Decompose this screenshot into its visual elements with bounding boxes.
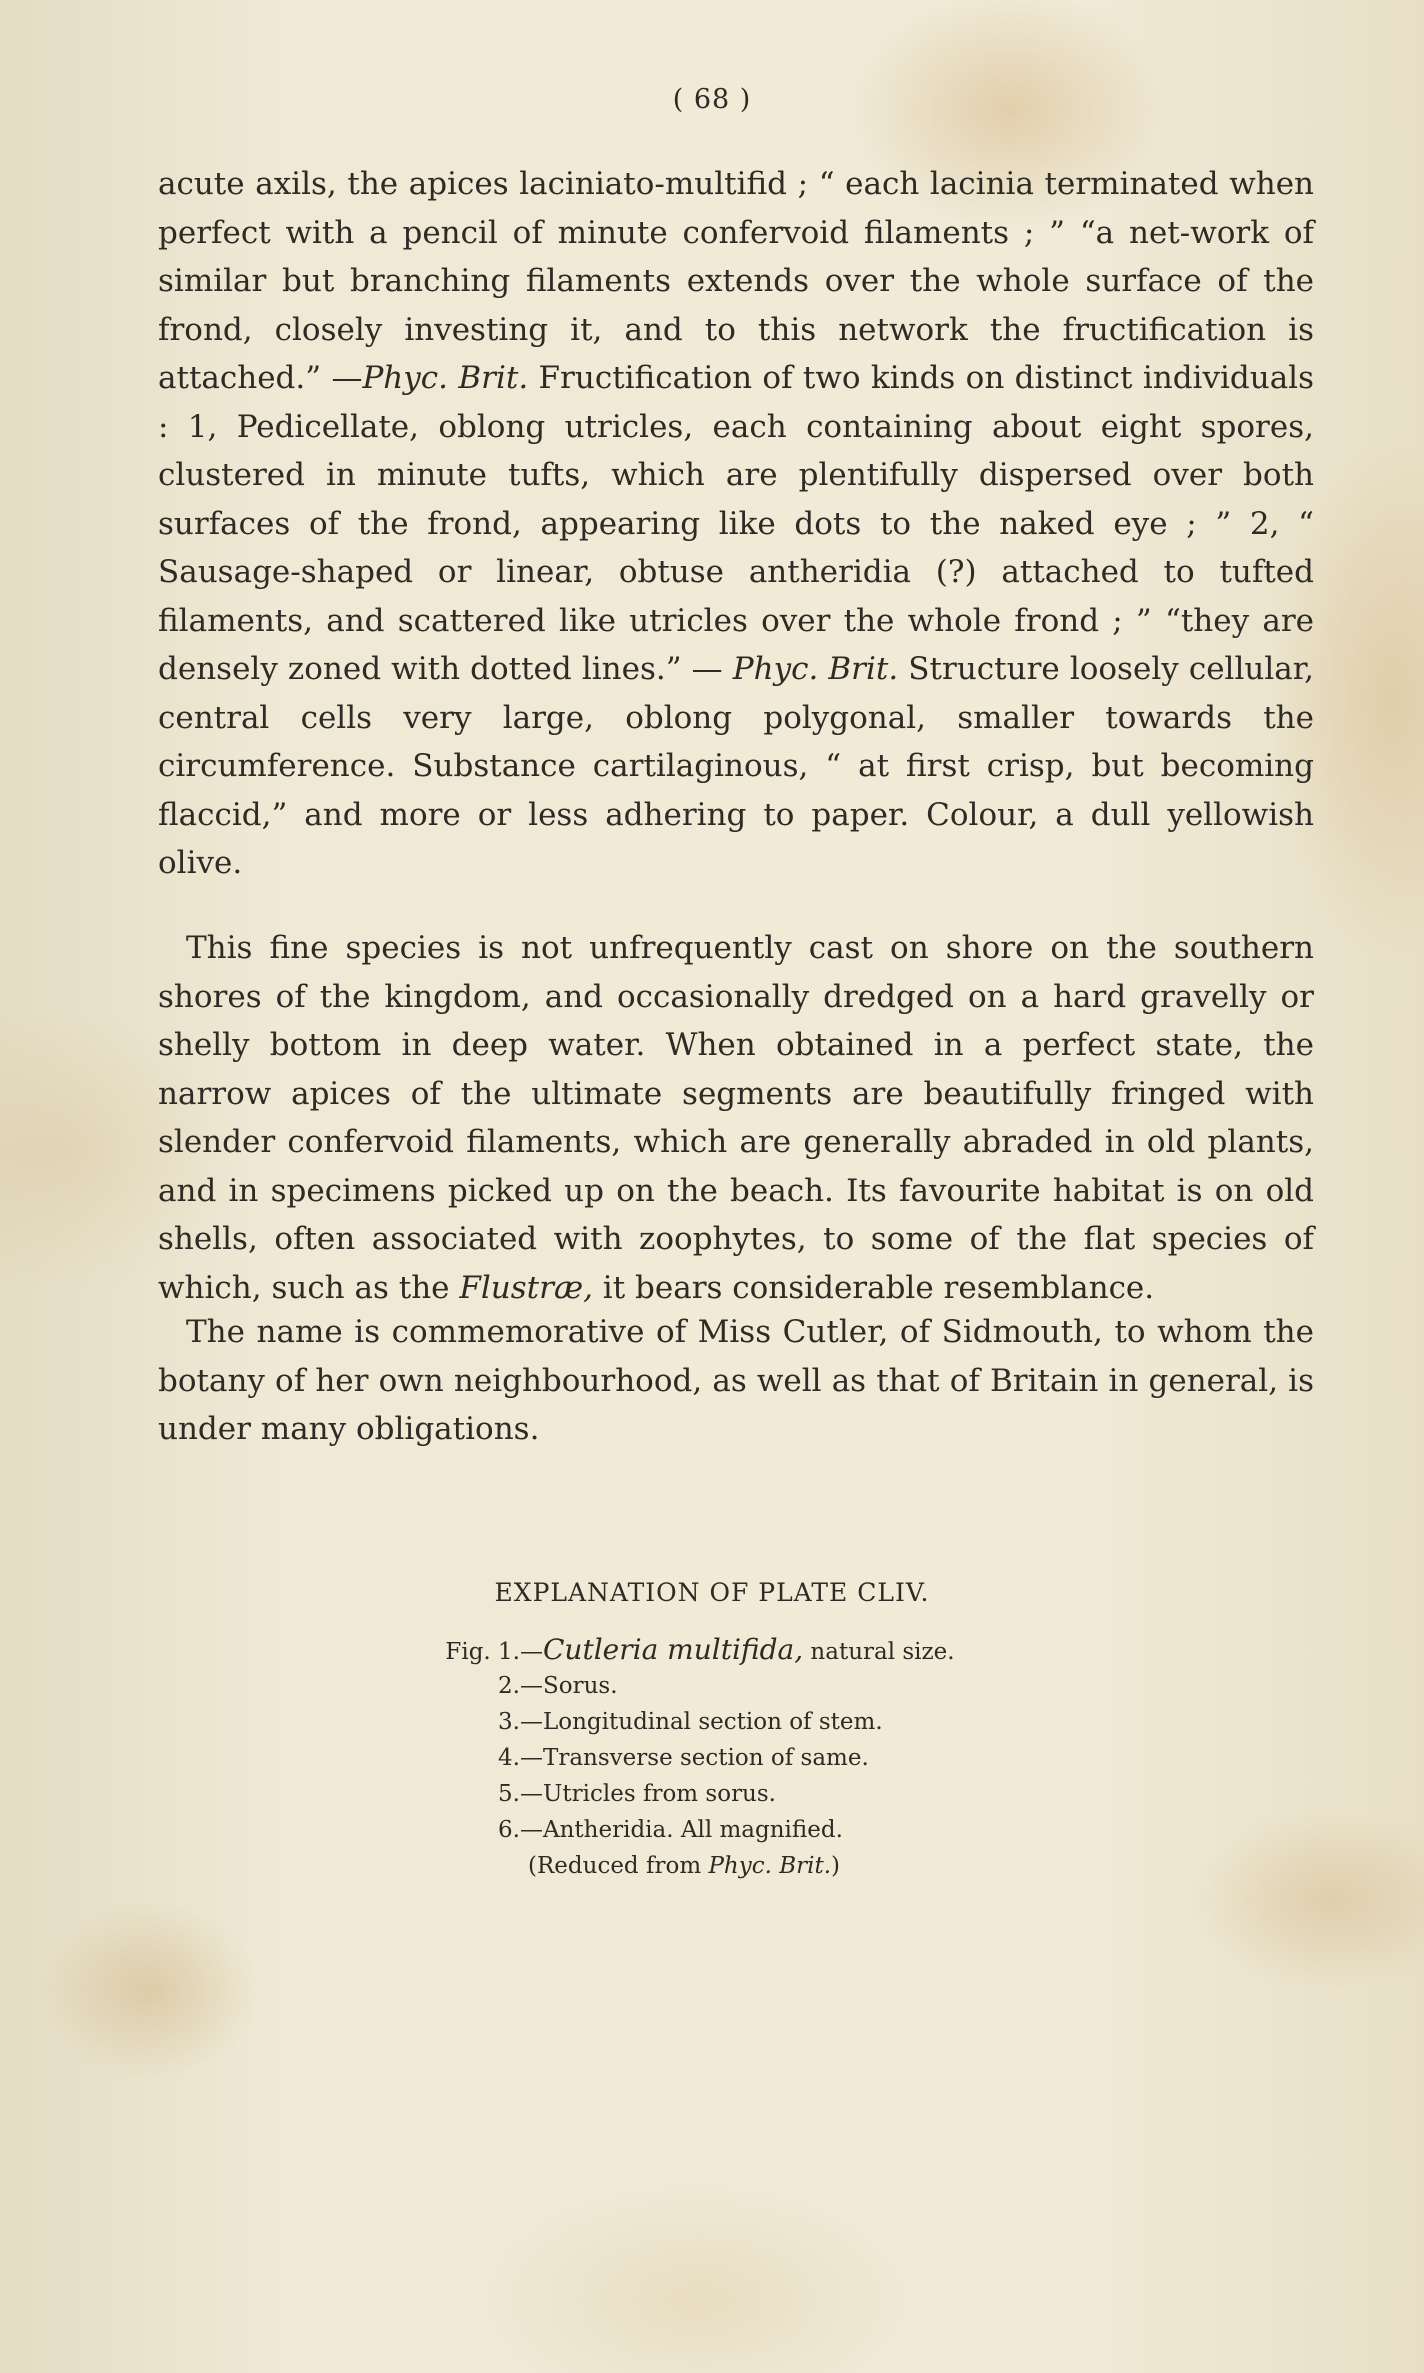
figure-label: Fig. 1. xyxy=(445,1639,520,1665)
note-open: (Reduced from xyxy=(528,1853,709,1879)
citation-phyc-brit-2: Phyc. Brit. xyxy=(732,651,899,687)
figure-number: 4. xyxy=(498,1745,520,1771)
figure-caption: —Longitudinal section of stem. xyxy=(520,1709,883,1735)
citation-phyc-brit: Phyc. Brit. xyxy=(362,360,529,396)
figure-item-6 xyxy=(432,1812,1132,1848)
figure-caption: —Utricles from sorus. xyxy=(520,1781,776,1807)
figure-number: 2. xyxy=(498,1673,520,1699)
note-close: ) xyxy=(831,1853,841,1879)
figure-item-5 xyxy=(432,1776,1132,1812)
figure-number: 5. xyxy=(498,1781,520,1807)
figure-caption: —Sorus. xyxy=(520,1673,618,1699)
figure-item-2 xyxy=(432,1668,1132,1704)
genus-flustrae: Flustræ, xyxy=(459,1269,593,1306)
figure-number: 6. xyxy=(498,1817,520,1843)
note-citation: Phyc. Brit. xyxy=(708,1853,832,1879)
description-text-2: Fructification of two kinds on distinct individuals : 1, Pedicellate, oblong utricles, each containing about eight spores, clustered in minute tufts, which are plentifully dispersed over both surfaces of the frond, appearing like dots to the naked eye ; ” 2, “ Sausage-shaped or linear, obtuse antheridia (?) attached to tufted filaments, and scattered like utricles over the whole frond ; ” “they are densely zoned with dotted lines.” — xyxy=(158,360,1315,687)
species-description xyxy=(158,160,1314,888)
figure-species: Cutleria multifida, xyxy=(543,1633,804,1666)
habitat-text-1: This fine species is not unfrequently cast on shore on the southern shores of the kingdom, and occasionally dredged on a hard gravelly or shelly bottom in deep water. When obtained in a perfect state, the narrow apices of the ultimate segments are beautifully fringed with slender confervoid filaments, which are generally abraded in old plants, and in specimens picked up on the beach. Its favourite habitat is on old shells, often associated with zoophytes, to some of the flat species of which, such as the xyxy=(158,930,1314,1306)
figure-caption: —Transverse section of same. xyxy=(520,1745,869,1771)
description-text-1: acute axils, the apices laciniato-multifid ; “ each lacinia terminated when perfect with a pencil of minute confervoid filaments ; ” “a net-work of similar but branching filaments extends over the whole surface of the frond, closely investing it, and to this network the fructification is attached.” — xyxy=(158,166,1314,396)
figure-number: 3. xyxy=(498,1709,520,1735)
description-text-3: Structure loosely cellular, central cells very large, oblong polygonal, smaller towards the circumference. Substance cartilaginous, “ at first crisp, but becoming flaccid,” and more or less adhering to paper. Colour, a dull yellowish olive. xyxy=(158,651,1314,881)
habitat-text-2: it bears considerable resemblance. xyxy=(592,1269,1155,1306)
figure-list xyxy=(432,1632,1132,1884)
name-origin-paragraph: The name is commemorative of Miss Cutler, of Sidmouth, to whom the botany of her own neighbourhood, as well as that of Britain in general, is under many obligations. xyxy=(158,1314,1314,1447)
figure-item-3 xyxy=(432,1704,1132,1740)
figure-caption: —Antheridia. All magnified. xyxy=(520,1817,843,1843)
habitat-paragraph xyxy=(158,924,1314,1312)
figure-text: natural size. xyxy=(803,1639,955,1665)
plate-explanation-heading: EXPLANATION OF PLATE CLIV. xyxy=(494,1578,930,1607)
figure-source-note xyxy=(432,1848,1132,1884)
figure-dash: — xyxy=(520,1639,543,1665)
figure-item-4 xyxy=(432,1740,1132,1776)
figure-item-1 xyxy=(432,1632,1132,1668)
page-number: ( 68 ) xyxy=(672,84,752,115)
